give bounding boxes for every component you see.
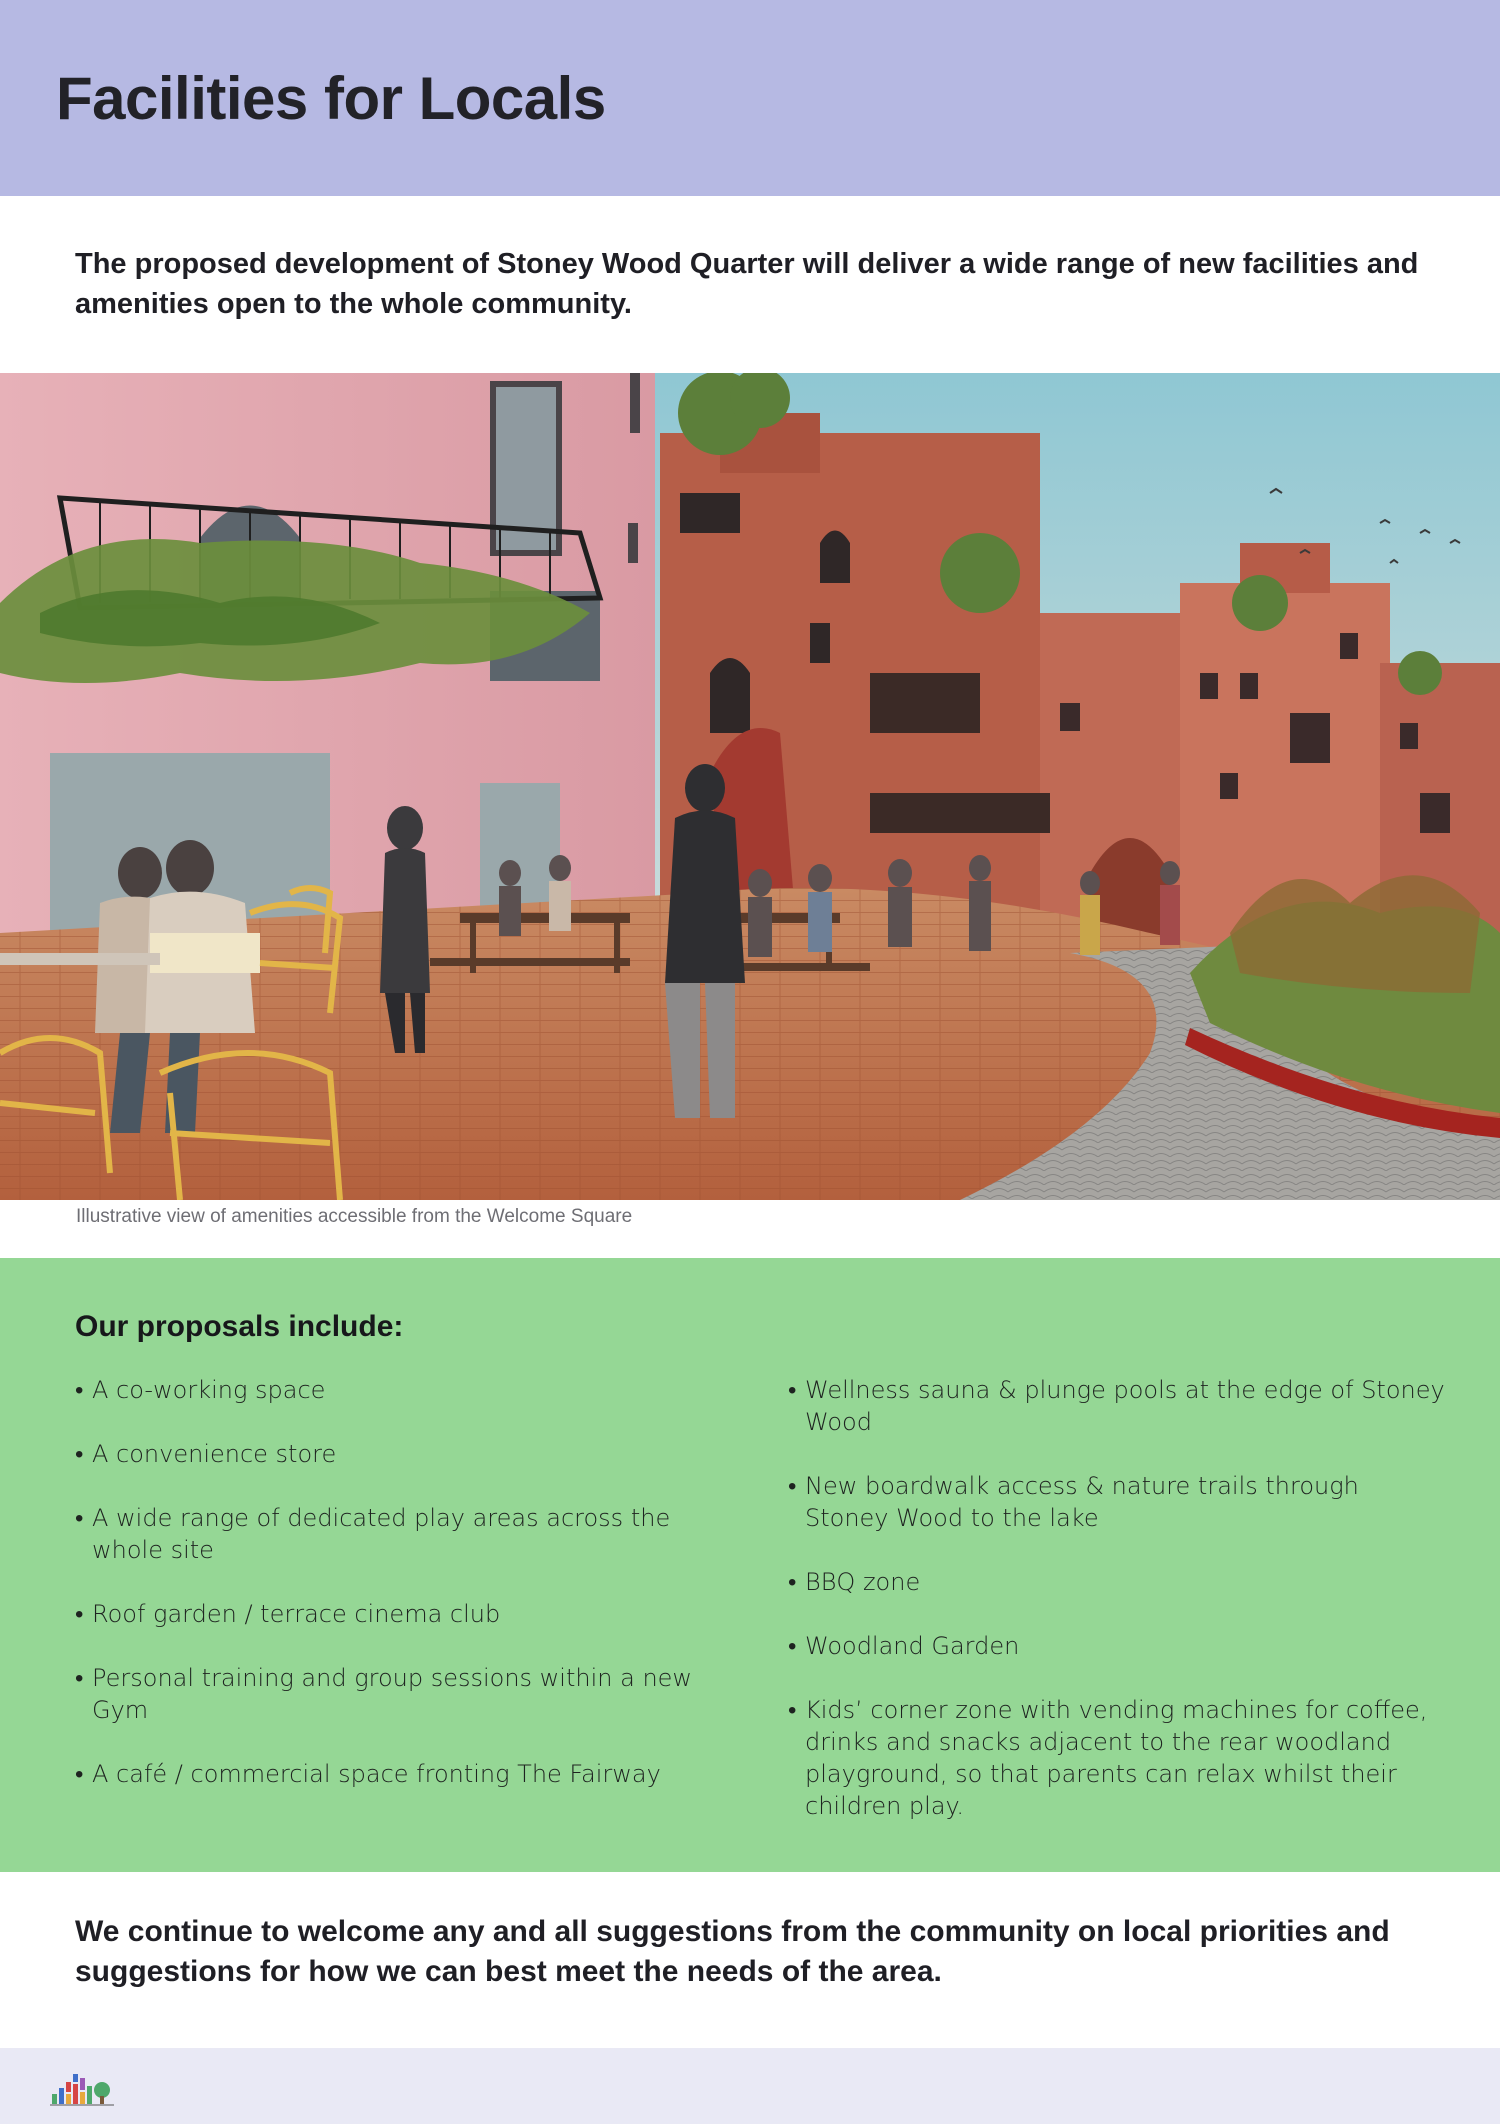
proposals-heading: Our proposals include: [75,1310,404,1343]
proposals-list-right [788,1374,1448,1854]
proposal-item: • Wellness sauna & plunge pools at the edge of Stoney Wood [788,1374,1448,1438]
hero-caption: Illustrative view of amenities accessible from the Welcome Square [76,1206,633,1227]
proposal-item: • Kids’ corner zone with vending machines for coffee, drinks and snacks adjacent to the rear woodland playground, so that parents can relax whilst their children play. [788,1694,1448,1822]
proposal-item: • A wide range of dedicated play areas across the whole site [75,1502,695,1566]
page-footer [0,2048,1500,2124]
proposal-item: • Roof garden / terrace cinema club [75,1598,695,1630]
proposals-section [0,1258,1500,1872]
proposal-item: • A co-working space [75,1374,695,1406]
closing-statement: We continue to welcome any and all suggestions from the community on local priorities and suggestions for how we can best meet the needs of the area. [75,1915,1390,1988]
intro-text: The proposed development of Stoney Wood Quarter will deliver a wide range of new facilities and amenities open to the whole community. [75,248,1419,320]
page-header [0,0,1500,196]
proposal-item: • Personal training and group sessions within a new Gym [75,1662,695,1726]
proposal-item: • New boardwalk access & nature trails through Stoney Wood to the lake [788,1470,1448,1534]
proposal-item: • Woodland Garden [788,1630,1448,1662]
proposal-item: • A convenience store [75,1438,695,1470]
proposals-list-left [75,1374,695,1822]
proposal-item: • BBQ zone [788,1566,1448,1598]
proposal-item: • A café / commercial space fronting The Fairway [75,1758,695,1790]
hero-illustration [0,373,1500,1200]
page-title: Facilities for Locals [56,65,606,132]
logo-icon [50,2068,120,2108]
